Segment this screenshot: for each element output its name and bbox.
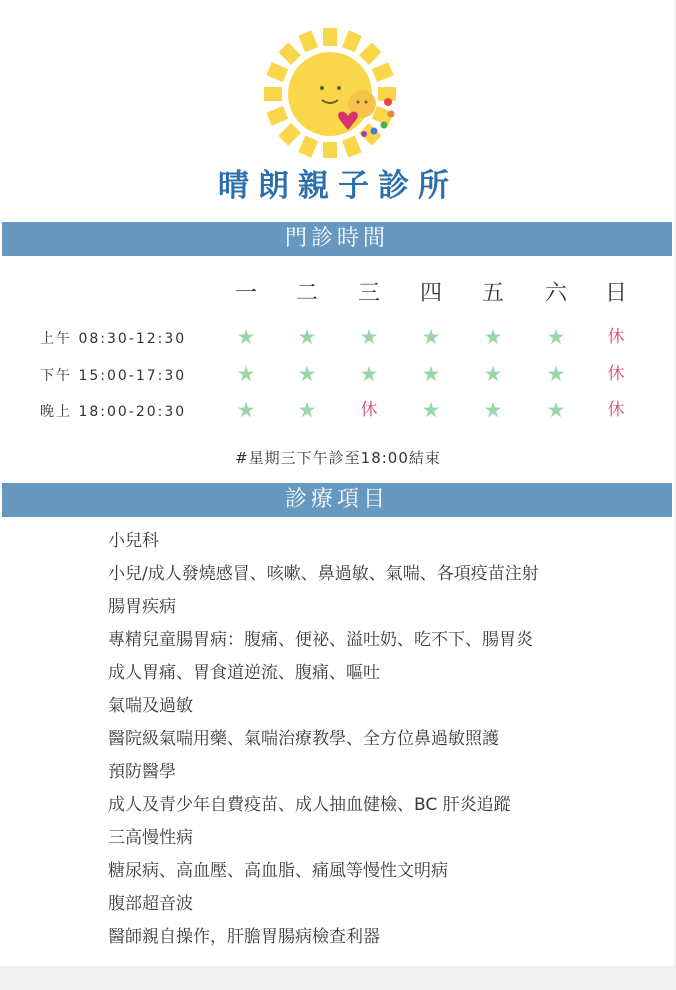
service-item: 成人及青少年自費疫苗、成人抽血健檢、BC 肝炎追蹤 [108, 795, 511, 815]
closed-label: 休 [607, 327, 625, 347]
service-item: 腸胃疾病 [108, 597, 176, 617]
closed-label: 休 [607, 364, 625, 384]
sun-ray [374, 69, 391, 76]
sun-ray [269, 112, 286, 119]
open-star-icon: ★ [236, 398, 256, 422]
service-item: 醫院級氣喘用藥、氣喘治療教學、全方位鼻過敏照護 [108, 729, 499, 749]
open-star-icon: ★ [359, 362, 379, 386]
service-item: 糖尿病、高血壓、高血脂、痛風等慢性文明病 [108, 861, 448, 881]
open-star-icon: ★ [421, 325, 441, 349]
open-star-icon: ★ [297, 398, 317, 422]
open-star-icon: ★ [236, 362, 256, 386]
clinic-name: 晴朗親子診所 [218, 168, 458, 204]
session-row [0, 398, 676, 422]
sun-ray [305, 33, 312, 50]
open-star-icon: ★ [421, 362, 441, 386]
service-item: 預防醫學 [108, 762, 176, 782]
service-item: 醫師親自操作，肝膽胃腸病檢查利器 [108, 927, 380, 947]
open-star-icon: ★ [546, 325, 566, 349]
sun-ray [283, 47, 296, 60]
session-label: 下午 15:00-17:30 [40, 368, 187, 384]
open-star-icon: ★ [483, 362, 503, 386]
closed-label: 休 [360, 400, 378, 420]
weekday-label: 一 [234, 281, 257, 306]
session-label: 晚上 18:00-20:30 [40, 404, 187, 420]
open-star-icon: ★ [297, 362, 317, 386]
sun-logo-icon [250, 24, 406, 158]
weekday-header [0, 276, 676, 306]
closed-label: 休 [607, 400, 625, 420]
open-star-icon: ★ [546, 398, 566, 422]
service-item: 專精兒童腸胃病：腹痛、便祕、溢吐奶、吃不下、腸胃炎 [108, 630, 533, 650]
open-star-icon: ★ [546, 362, 566, 386]
sun-ray [364, 47, 377, 60]
service-item: 腹部超音波 [108, 894, 193, 914]
open-star-icon: ★ [483, 398, 503, 422]
weekday-label: 四 [419, 281, 442, 306]
open-star-icon: ★ [483, 325, 503, 349]
services-list [108, 529, 539, 958]
service-item: 小兒/成人發燒感冒、咳嗽、鼻過敏、氣喘、各項疫苗注射 [108, 564, 539, 584]
session-label: 上午 08:30-12:30 [40, 331, 187, 347]
sun-ray [348, 138, 355, 155]
sun-ray [269, 69, 286, 76]
open-star-icon: ★ [297, 325, 317, 349]
weekday-label: 日 [604, 281, 627, 306]
service-item: 氣喘及過敏 [108, 696, 193, 716]
weekday-label: 二 [295, 281, 318, 306]
services-section-title: 診療項目 [2, 483, 672, 517]
session-row [0, 362, 676, 386]
open-star-icon: ★ [359, 325, 379, 349]
service-item: 三高慢性病 [108, 828, 193, 848]
sun-ray [283, 128, 296, 141]
service-item: 成人胃痛、胃食道逆流、腹痛、嘔吐 [108, 663, 380, 683]
schedule-note: #星期三下午診至18:00結束 [235, 449, 441, 467]
session-row [0, 325, 676, 349]
hours-section-title: 門診時間 [2, 222, 672, 256]
service-item: 小兒科 [108, 531, 159, 551]
weekday-label: 六 [544, 281, 567, 306]
open-star-icon: ★ [236, 325, 256, 349]
open-star-icon: ★ [421, 398, 441, 422]
weekday-label: 三 [357, 281, 380, 306]
sun-ray [348, 33, 355, 50]
sun-ray [305, 138, 312, 155]
weekday-label: 五 [481, 281, 504, 306]
